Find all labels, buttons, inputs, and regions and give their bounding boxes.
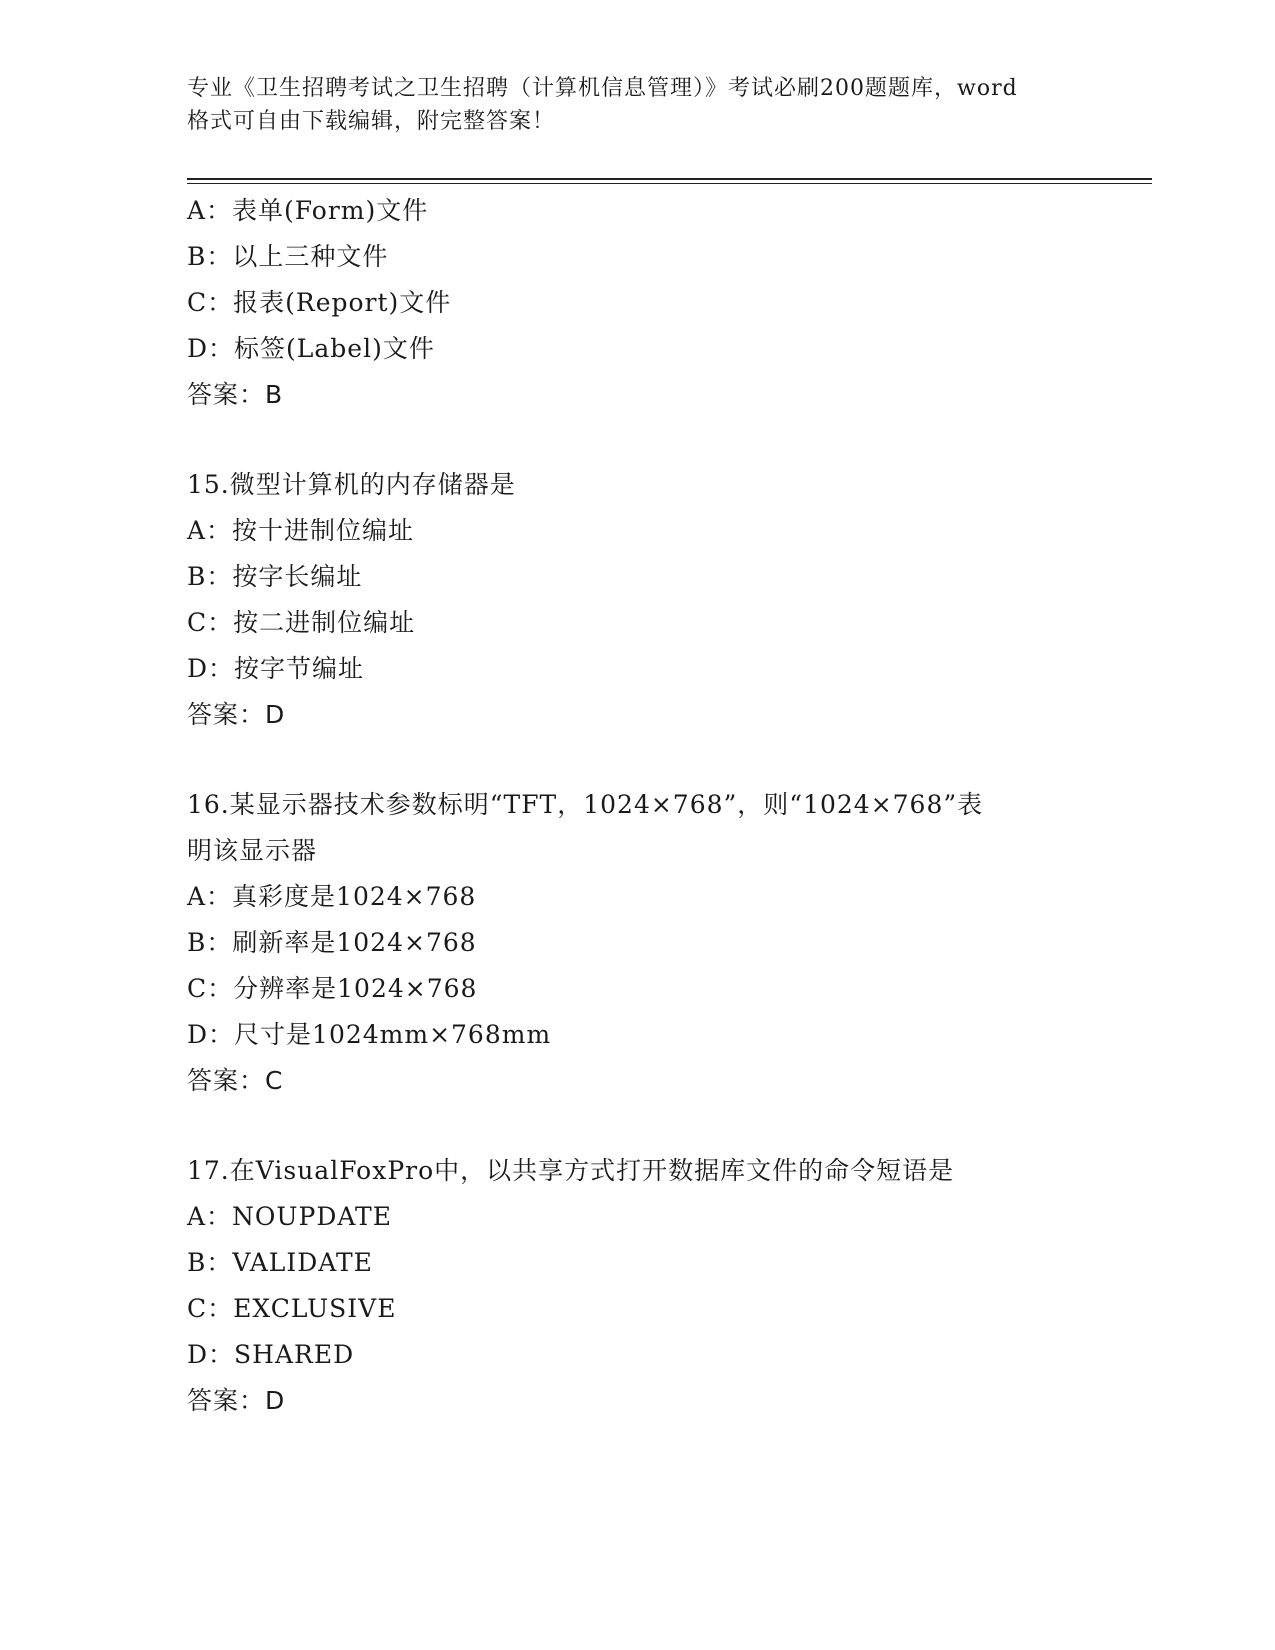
option-c: C：按二进制位编址	[187, 608, 416, 637]
option-b: B：按字长编址	[187, 562, 363, 591]
header-line-2: 格式可自由下载编辑，附完整答案！	[187, 109, 556, 134]
option-a: A：NOUPDATE	[187, 1202, 392, 1231]
answer-line: 答案：D	[187, 1386, 286, 1415]
document-header	[187, 72, 1087, 138]
header-line-1: 专业《卫生招聘考试之卫生招聘（计算机信息管理）》考试必刷200题题库，word	[187, 76, 1018, 101]
header-divider-thick	[187, 178, 1152, 180]
option-d: D：标签(Label)文件	[187, 334, 435, 363]
answer-line: 答案：C	[187, 1066, 284, 1095]
spacer	[187, 738, 1087, 782]
option-b: B：VALIDATE	[187, 1248, 373, 1277]
question-14	[187, 188, 1087, 418]
option-a: A：表单(Form)文件	[187, 196, 429, 225]
spacer	[187, 418, 1087, 462]
question-list	[187, 188, 1087, 1424]
option-a: A：按十进制位编址	[187, 516, 415, 545]
header-divider-thin	[187, 183, 1152, 184]
option-a: A：真彩度是1024×768	[187, 882, 477, 911]
answer-line: 答案：D	[187, 700, 286, 729]
question-17	[187, 1148, 1087, 1424]
option-c: C：EXCLUSIVE	[187, 1294, 397, 1323]
question-15	[187, 462, 1087, 738]
spacer	[187, 1104, 1087, 1148]
option-b: B：以上三种文件	[187, 242, 389, 271]
option-d: D：尺寸是1024mm×768mm	[187, 1020, 552, 1049]
option-d: D：按字节编址	[187, 654, 365, 683]
answer-line: 答案：B	[187, 380, 284, 409]
option-b: B：刷新率是1024×768	[187, 928, 477, 957]
question-16	[187, 782, 1087, 1104]
question-stem: 15.微型计算机的内存储器是	[187, 470, 516, 499]
question-stem-line-1: 16.某显示器技术参数标明“TFT，1024×768”，则“1024×768”表	[187, 790, 984, 819]
option-c: C：分辨率是1024×768	[187, 974, 478, 1003]
question-stem: 17.在VisualFoxPro中，以共享方式打开数据库文件的命令短语是	[187, 1156, 955, 1185]
option-c: C：报表(Report)文件	[187, 288, 452, 317]
question-stem-line-2: 明该显示器	[187, 836, 318, 865]
option-d: D：SHARED	[187, 1340, 355, 1369]
